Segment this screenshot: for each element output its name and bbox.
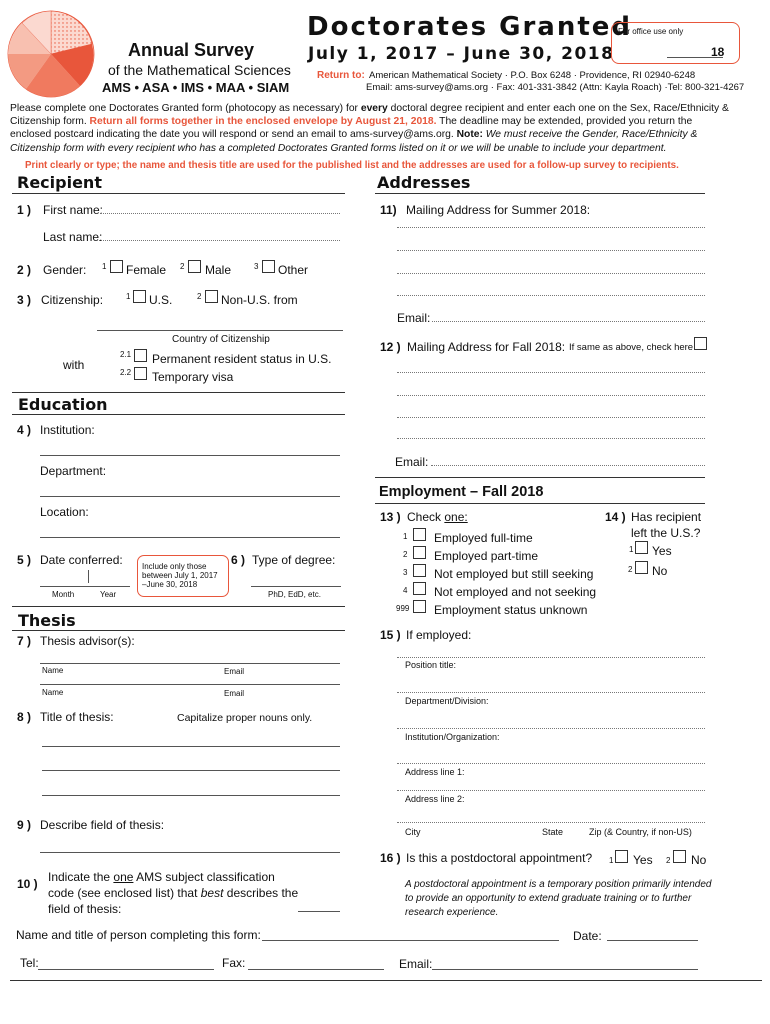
gender-female-checkbox[interactable] <box>110 260 123 273</box>
postdoc-label: Is this a postdoctoral appointment? <box>406 851 593 865</box>
last-name-field[interactable] <box>99 240 340 241</box>
permanent-resident-checkbox[interactable] <box>134 349 147 362</box>
thesis-title-field-2[interactable] <box>42 770 340 771</box>
fall-address-line-3[interactable] <box>397 417 705 418</box>
q3-number: 3 ) <box>17 293 32 307</box>
employed-fulltime-checkbox[interactable] <box>413 528 426 541</box>
survey-title: Annual Survey <box>128 40 255 60</box>
degree-hint: PhD, EdD, etc. <box>268 590 321 599</box>
inst-org-label: Institution/Organization: <box>405 732 500 742</box>
q12-number: 12 ) <box>380 340 401 354</box>
form-period: July 1, 2017 – June 30, 2018 <box>308 44 615 64</box>
tel-label: Tel: <box>20 956 39 970</box>
q7-number: 7 ) <box>17 634 32 648</box>
summer-address-line-3[interactable] <box>397 273 705 274</box>
city-state-zip-field[interactable] <box>397 822 705 823</box>
postdoc-yes-code: 1 <box>609 856 614 865</box>
return-contact: Email: ams-survey@ams.org · Fax: 401-331-3842 (Attn: Kayla Roach) ·Tel: 800-321-4267 <box>366 82 745 93</box>
postdoc-no-code: 2 <box>666 856 671 865</box>
country-field[interactable] <box>97 330 343 331</box>
postdoc-no-checkbox[interactable] <box>673 850 686 863</box>
advisor2-field[interactable] <box>40 684 340 685</box>
gender-male-checkbox[interactable] <box>188 260 201 273</box>
still-seeking-checkbox[interactable] <box>413 564 426 577</box>
still-seeking-code: 3 <box>403 568 408 577</box>
employment-heading: Employment – Fall 2018 <box>379 484 544 500</box>
last-name-label: Last name: <box>43 230 103 244</box>
completer-field[interactable] <box>262 940 559 941</box>
form-title: Doctorates Granted <box>307 12 632 42</box>
fall-email-label: Email: <box>395 455 429 469</box>
temporary-visa-checkbox[interactable] <box>134 367 147 380</box>
q10-line2: code (see enclosed list) that best describes the <box>48 886 299 900</box>
gender-other-label: Other <box>278 263 309 277</box>
department-label: Department: <box>40 464 107 478</box>
employed-parttime-code: 2 <box>403 550 408 559</box>
degree-type-label: Type of degree: <box>252 553 336 567</box>
thesis-field-input[interactable] <box>40 852 340 853</box>
tel-field[interactable] <box>38 969 214 970</box>
fall-address-line-2[interactable] <box>397 395 705 396</box>
city-label: City <box>405 827 421 837</box>
state-label: State <box>542 827 564 837</box>
address-line2-field[interactable] <box>397 790 705 791</box>
footer-rule <box>10 980 762 981</box>
print-note: Print clearly or type; the name and thesis title are used for the published list and the addresses are used for a follow-up survey to recipients. <box>25 160 679 171</box>
fall-address-label: Mailing Address for Fall 2018: <box>407 340 566 354</box>
thesis-field-label: Describe field of thesis: <box>40 818 165 832</box>
first-name-label: First name: <box>43 203 104 217</box>
citizenship-label: Citizenship: <box>41 293 104 307</box>
postdoc-def-line2: to provide an opportunity to extend graduate training or to further <box>405 893 692 904</box>
employed-parttime-label: Employed part-time <box>434 549 539 563</box>
permanent-resident-label: Permanent resident status in U.S. <box>152 352 332 366</box>
fax-label: Fax: <box>222 956 246 970</box>
temporary-visa-label: Temporary visa <box>152 370 234 384</box>
thesis-title-field-3[interactable] <box>42 795 340 796</box>
summer-address-label: Mailing Address for Summer 2018: <box>406 203 591 217</box>
q10-line1: Indicate the one AMS subject classification <box>48 870 275 884</box>
summer-address-line-4[interactable] <box>397 295 705 296</box>
postdoc-yes-label: Yes <box>633 853 653 867</box>
include-note-line3: –June 30, 2018 <box>142 580 198 589</box>
zip-label: Zip (& Country, if non-US) <box>589 827 692 837</box>
fall-email-field[interactable] <box>431 465 705 466</box>
include-note-line1: Include only those <box>142 562 207 571</box>
q1-number: 1 ) <box>17 203 32 217</box>
gender-male-label: Male <box>205 263 232 277</box>
q14-number: 14 ) <box>605 510 626 524</box>
status-unknown-code: 999 <box>396 604 410 613</box>
education-top-rule <box>12 392 345 393</box>
employed-fulltime-label: Employed full-time <box>434 531 533 545</box>
q10-line3: field of thesis: <box>48 902 122 916</box>
education-rule <box>12 414 345 415</box>
gender-label: Gender: <box>43 263 87 277</box>
q9-number: 9 ) <box>17 818 32 832</box>
thesis-title-hint: Capitalize proper nouns only. <box>177 712 313 724</box>
first-name-field[interactable] <box>100 213 340 214</box>
footer-email-field[interactable] <box>432 969 698 970</box>
postdoc-yes-checkbox[interactable] <box>615 850 628 863</box>
left-us-yes-checkbox[interactable] <box>635 541 648 554</box>
with-label: with <box>63 358 85 372</box>
postdoc-no-label: No <box>691 853 707 867</box>
employment-rule <box>375 503 705 504</box>
status-unknown-label: Employment status unknown <box>434 603 588 617</box>
degree-type-field[interactable] <box>251 586 341 587</box>
citizenship-us-checkbox[interactable] <box>133 290 146 303</box>
q15-number: 15 ) <box>380 628 401 642</box>
left-us-yes-label: Yes <box>652 544 672 558</box>
citizenship-nonus-label: Non-U.S. from <box>221 293 298 307</box>
recipient-rule <box>12 193 345 194</box>
date-separator <box>88 570 89 583</box>
citizenship-us-label: U.S. <box>149 293 173 307</box>
date-label: Date: <box>573 929 602 943</box>
q11-number: 11) <box>380 203 397 217</box>
citizenship-nonus-checkbox[interactable] <box>205 290 218 303</box>
advisor-label: Thesis advisor(s): <box>40 634 135 648</box>
q8-number: 8 ) <box>17 710 32 724</box>
department-field[interactable] <box>40 496 340 497</box>
dept-division-field[interactable] <box>397 692 705 693</box>
date-field[interactable] <box>607 940 698 941</box>
institution-label: Institution: <box>40 423 95 437</box>
q5-number: 5 ) <box>17 553 32 567</box>
survey-orgs: AMS • ASA • IMS • MAA • SIAM <box>102 80 290 95</box>
return-label: Return to: <box>317 70 365 81</box>
survey-logo-pie <box>6 6 96 101</box>
left-us-yes-code: 1 <box>629 545 634 554</box>
country-label: Country of Citizenship <box>172 334 270 345</box>
summer-address-line-1[interactable] <box>397 227 705 228</box>
address-line1-field[interactable] <box>397 763 705 764</box>
return-address: American Mathematical Society · P.O. Box 6248 · Providence, RI 02940-6248 <box>369 70 696 81</box>
postdoc-def-line3: research experience. <box>405 907 499 918</box>
location-field[interactable] <box>40 537 340 538</box>
summer-email-field[interactable] <box>432 321 705 322</box>
position-field[interactable] <box>397 657 705 658</box>
not-seeking-code: 4 <box>403 586 408 595</box>
month-label: Month <box>52 590 75 599</box>
office-use-box <box>611 22 740 64</box>
education-heading: Education <box>18 395 108 414</box>
dept-division-label: Department/Division: <box>405 696 489 706</box>
position-label: Position title: <box>405 660 457 670</box>
fall-address-line-1[interactable] <box>397 372 705 373</box>
institution-field[interactable] <box>40 455 340 456</box>
summer-email-label: Email: <box>397 311 431 325</box>
advisor1-name-label: Name <box>42 666 64 675</box>
classification-code-field[interactable] <box>298 911 340 912</box>
location-label: Location: <box>40 505 89 519</box>
fax-field[interactable] <box>248 969 384 970</box>
footer-email-label: Email: <box>399 957 433 971</box>
if-employed-label: If employed: <box>406 628 472 642</box>
gender-female-code: 1 <box>102 262 107 271</box>
gender-female-label: Female <box>126 263 167 277</box>
q2-number: 2 ) <box>17 263 32 277</box>
q6-number: 6 ) <box>231 553 246 567</box>
address-line2-label: Address line 2: <box>405 794 465 804</box>
status-unknown-checkbox[interactable] <box>413 600 426 613</box>
still-seeking-label: Not employed but still seeking <box>434 567 594 581</box>
advisor1-email-label: Email <box>224 667 245 676</box>
postdoc-def-line1: A postdoctoral appointment is a temporary position primarily intended <box>405 879 712 890</box>
include-note-box <box>137 555 229 597</box>
thesis-top-rule <box>12 606 345 607</box>
year-label: Year <box>100 590 117 599</box>
left-us-no-label: No <box>652 564 668 578</box>
addresses-rule <box>375 193 705 194</box>
citizenship-us-code: 1 <box>126 292 131 301</box>
citizenship-nonus-code: 2 <box>197 292 202 301</box>
fall-address-line-4[interactable] <box>397 438 705 439</box>
completer-label: Name and title of person completing this form: <box>16 928 261 942</box>
employed-parttime-checkbox[interactable] <box>413 546 426 559</box>
gender-male-code: 2 <box>180 262 185 271</box>
check-one-label: Check one: <box>407 510 468 524</box>
left-us-no-checkbox[interactable] <box>635 561 648 574</box>
q4-number: 4 ) <box>17 423 32 437</box>
summer-address-line-2[interactable] <box>397 250 705 251</box>
advisor2-email-label: Email <box>224 689 245 698</box>
instructions: Please complete one Doctorates Granted form (photocopy as necessary) for every doctoral degree recipient and enter each one on the Sex, Race/Ethnicity & Citizenship form. Return all forms together in the enclosed envelope by August 21, 2018. The deadline may be extended, provided you return the enclosed postcard indicating the date you will respond or send an email to ams-survey@ams.org. Note: We must receive the Gender, Race/Ethnicity & Citizenship form with every recipient who has a completed Doctorates Granted forms listed on it or we will be unable to include your department. <box>10 103 729 154</box>
date-conferred-field[interactable] <box>40 586 130 587</box>
addresses-heading: Addresses <box>377 173 471 192</box>
recipient-heading: Recipient <box>17 173 102 192</box>
advisor1-field[interactable] <box>40 663 340 664</box>
left-us-no-code: 2 <box>628 565 633 574</box>
office-use-value: 18 <box>711 45 725 59</box>
include-note-line2: between July 1, 2017 <box>142 571 218 580</box>
office-use-label: For office use only <box>618 27 684 36</box>
same-as-above-checkbox[interactable] <box>694 337 707 350</box>
gender-other-checkbox[interactable] <box>262 260 275 273</box>
date-conferred-label: Date conferred: <box>40 553 123 567</box>
thesis-heading: Thesis <box>18 611 76 630</box>
thesis-title-field-1[interactable] <box>42 746 340 747</box>
not-seeking-label: Not employed and not seeking <box>434 585 597 599</box>
employment-top-rule <box>375 477 705 478</box>
inst-org-field[interactable] <box>397 728 705 729</box>
gender-other-code: 3 <box>254 262 259 271</box>
temporary-visa-code: 2.2 <box>120 368 132 377</box>
same-as-above-label: If same as above, check here <box>569 342 694 353</box>
advisor2-name-label: Name <box>42 688 64 697</box>
permanent-resident-code: 2.1 <box>120 350 132 359</box>
left-us-label-2: left the U.S.? <box>631 526 701 540</box>
q16-number: 16 ) <box>380 851 401 865</box>
thesis-rule <box>12 630 345 631</box>
q13-number: 13 ) <box>380 510 401 524</box>
thesis-title-label: Title of thesis: <box>40 710 114 724</box>
left-us-label-1: Has recipient <box>631 510 702 524</box>
not-seeking-checkbox[interactable] <box>413 582 426 595</box>
survey-subtitle: of the Mathematical Sciences <box>108 62 291 78</box>
q10-number: 10 ) <box>17 877 38 891</box>
address-line1-label: Address line 1: <box>405 767 465 777</box>
employed-fulltime-code: 1 <box>403 532 408 541</box>
